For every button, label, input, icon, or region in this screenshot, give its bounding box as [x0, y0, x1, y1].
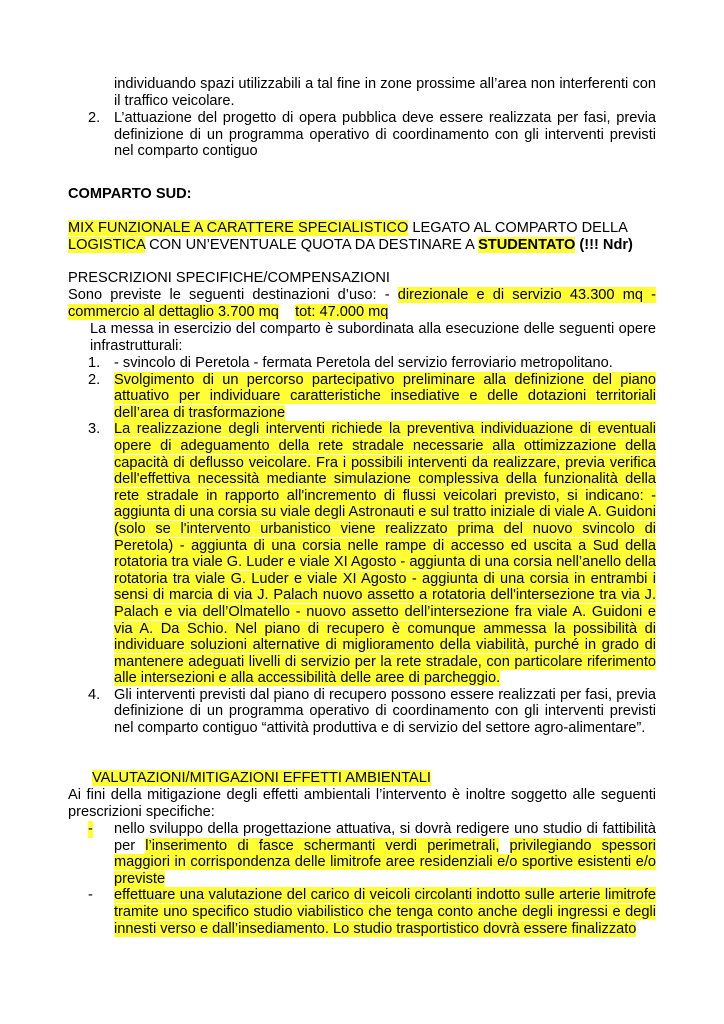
destinazioni-uso: [68, 287, 656, 320]
destinazioni-gap: [279, 304, 295, 320]
list-item-highlight-2: privilegiando spessori maggiori in corrispondenza delle limitrofe aree residenziali e/o sportive esistenti e/o previste: [114, 837, 656, 887]
comparto-heading-line: [68, 186, 656, 203]
intro-continuation: individuando spazi utilizzabili a tal fine in zone prossime all’area non interferenti con il traffico veicolare.: [114, 76, 656, 109]
list-number: 3.: [88, 421, 101, 438]
list-item-text: - svincolo di Peretola - fermata Peretola del servizio ferroviario metropolitano.: [114, 355, 613, 371]
list-item: [68, 421, 656, 687]
intro-list: [68, 110, 656, 160]
list-item-text: effettuare una valutazione del carico di veicoli circolanti indotto sulle arterie limitrofe tramite uno specifico studio viabilistico che tenga conto anche degli ingressi e degli innesti verso e dall’insediamento. Lo studio trasportistico dovrà essere finalizzato: [114, 887, 656, 937]
destinazioni-totale: tot: 47.000 mq: [295, 303, 389, 320]
list-item: [68, 372, 656, 422]
valutazioni-heading-line: [68, 770, 656, 787]
mix-studentato: STUDENTATO: [478, 237, 576, 253]
list-number: 2.: [88, 110, 101, 126]
mix-line2-plain: CON UN’EVENTUALE QUOTA DA DESTINARE A: [145, 237, 479, 253]
list-item: [68, 887, 656, 937]
list-item-text: La realizzazione degli interventi richiede la preventiva individuazione di eventuali opere di adeguamento della rete stradale necessarie alla ottimizzazione della capacità di deflusso veicolare. Fra i possibili interventi da realizzare, previa verifica dell'effettiva necessità mediante simulazione complessiva della funzionalità della rete stradale in rapporto all'incremento di flussi veicolari previsto, si indicano: - aggiunta di una corsia su viale degli Astronauti e sul tratto iniziale di viale A. Guidoni (solo se l'intervento urbanistico viene realizzato prima del nuovo svincolo di Peretola) - aggiunta di una corsia nelle rampe di accesso ed uscita a Sud della rotatoria tra viale G. Luder e viale XI Agosto - aggiunta di una corsia nell’anello della rotatoria tra viale G. Luder e viale XI Agosto - aggiunta di una corsia in entrambi i sensi di marcia di via J. Palach nuovo assetto a rotatoria dell'intersezione tra via J. Palach e via dell’Olmatello - nuovo assetto dell’intersezione fra viale A. Guidoni e via A. Da Schio. Nel piano di recupero è comunque ammessa la possibilità di individuare soluzioni alternative di miglioramento della viabilità, purché in grado di mantenere adeguati livelli di servizio per la rete stradale, con particolare riferimento alle intersezioni e alla accessibilità delle aree di parcheggio.: [114, 421, 656, 687]
list-item-highlight-1: l’inserimento di fasce schermanti verdi perimetrali,: [145, 837, 500, 854]
destinazioni-plain: Sono previste le seguenti destinazioni d’uso: -: [68, 287, 398, 303]
list-item: [68, 821, 656, 887]
list-item: [68, 110, 656, 160]
mix-funzionale: [68, 220, 656, 237]
list-item-space: [499, 838, 509, 854]
mix-plain: LEGATO AL COMPARTO DELLA: [408, 220, 628, 236]
list-item-text: Gli interventi previsti dal piano di recupero possono essere realizzati per fasi, previa definizione di un programma operativo di coordinamento con gli interventi previsti nel comparto contiguo “attività produttiva e di servizio del settore agro-alimentare”.: [114, 686, 656, 737]
messa-in-esercizio: La messa in esercizio del comparto è subordinata alla esecuzione delle seguenti opere infrastrutturali:: [90, 321, 656, 354]
list-number: 1.: [88, 355, 101, 371]
prescrizioni-list: [68, 355, 656, 737]
destinazioni-highlight: direzionale e di servizio 43.300 mq - commercio al dettaglio 3.700 mq: [68, 287, 656, 320]
list-item: [68, 687, 656, 737]
mix-highlight: MIX FUNZIONALE A CARATTERE SPECIALISTICO: [68, 220, 409, 236]
mix-logistica: LOGISTICA: [68, 237, 146, 253]
list-dash: -: [88, 887, 93, 904]
valutazioni-heading: VALUTAZIONI/MITIGAZIONI EFFETTI AMBIENTALI: [92, 770, 431, 786]
mix-ndr: (!!! Ndr): [575, 237, 633, 253]
list-number: 4.: [88, 686, 101, 703]
prescrizioni-heading: PRESCRIZIONI SPECIFICHE/COMPENSAZIONI: [68, 270, 390, 286]
valutazioni-list: [68, 821, 656, 937]
list-number: 2.: [88, 371, 101, 388]
list-item: [68, 355, 656, 372]
mix-funzionale-line2: [68, 237, 656, 254]
list-dash: -: [88, 821, 93, 837]
comparto-heading: COMPARTO SUD:: [68, 186, 192, 202]
list-item-text-a: nello sviluppo della progettazione attuativa, si dovrà redigere uno studio di fattibilità per: [114, 821, 656, 854]
list-item-text: Svolgimento di un percorso partecipativo preliminare alla definizione del piano attuativo per individuare caratteristiche insediative e delle dotazioni territoriali dell’area di trasformazione: [114, 371, 656, 421]
valutazioni-intro: Ai fini della mitigazione degli effetti ambientali l’intervento è inoltre soggetto alle seguenti prescrizioni specifiche:: [68, 787, 656, 820]
list-item-text: L’attuazione del progetto di opera pubblica deve essere realizzata per fasi, previa definizione di un programma operativo di coordinamento con gli interventi previsti nel comparto contiguo: [114, 110, 656, 160]
